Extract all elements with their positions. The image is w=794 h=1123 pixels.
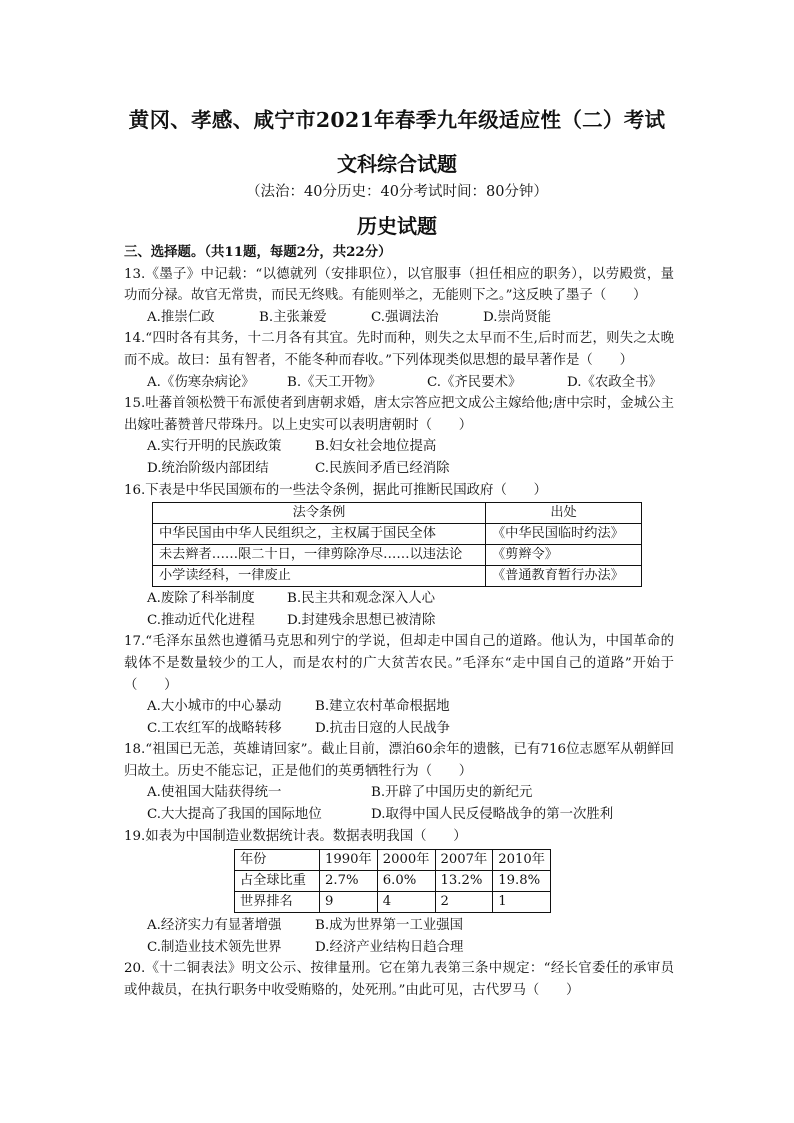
table-header: 2000年 <box>377 850 435 871</box>
question-18: 18.“祖国已无恙，英雄请回家”。截止目前，漂泊60余年的遗骸，已有716位志愿军从朝鲜回归故土。历史不能忘记，正是他们的英勇牺牲行为（ ） <box>124 742 674 779</box>
exam-info: （法治：40分历史：40分考试时间：80分钟） <box>246 184 548 200</box>
question-17: 17.“毛泽东虽然也遵循马克思和列宁的学说，但却走中国自己的道路。他认为，中国革命的载体不是数量较少的工人，而是农村的广大贫苦农民。”毛泽东“走中国自己的道路”开始于（ ） <box>124 634 674 693</box>
q14-option-b: B.《天工开物》 <box>287 374 382 390</box>
q17-option-d: D.抗击日寇的人民战争 <box>315 720 451 736</box>
question-16: 16.下表是中华民国颁布的一些法令条例，据此可推断民国政府（ ） <box>124 482 548 498</box>
table-cell: 《普通教育暂行办法》 <box>486 566 642 587</box>
question-15-options-row2 <box>124 458 674 480</box>
table-row <box>153 524 642 545</box>
question-15-options-row1 <box>124 436 674 458</box>
table-cell: 中华民国由中华人民组织之，主权属于国民全体 <box>153 524 486 545</box>
question-14: 14.“四时各有其务，十二月各有其宜。先时而种，则失之太早而不生,后时而艺，则失之太晚而不成。故曰：虽有智者，不能冬种而春收。”下列体现类似思想的最早著作是（ ） <box>124 331 674 368</box>
question-17-options-row2 <box>124 718 674 740</box>
question-18-options-row1 <box>124 782 674 804</box>
q18-option-b: B.开辟了中国历史的新纪元 <box>371 785 533 801</box>
question-14-options <box>124 372 674 394</box>
question-17-options-row1 <box>124 696 674 718</box>
q14-option-d: D.《农政全书》 <box>567 374 662 390</box>
table-cell: 2 <box>435 892 493 913</box>
table-header: 2010年 <box>493 850 551 871</box>
table-cell: 世界排名 <box>235 892 320 913</box>
exam-title: 黄冈、孝感、咸宁市2021年春季九年级适应性（二）考试 <box>128 108 666 132</box>
table-row <box>153 545 642 566</box>
table-cell: 《中华民国临时约法》 <box>486 524 642 545</box>
q18-option-d: D.取得中国人民反侵略战争的第一次胜利 <box>371 807 614 823</box>
q14-option-a: A.《伤寒杂病论》 <box>147 374 255 390</box>
q15-option-d: D.统治阶级内部团结 <box>147 460 269 476</box>
history-section-title: 历史试题 <box>357 214 437 238</box>
table-cell: 1 <box>493 892 551 913</box>
table-header: 2007年 <box>435 850 493 871</box>
table-cell: 9 <box>320 892 378 913</box>
table-header: 年份 <box>235 850 320 871</box>
question-19-options-row1 <box>124 915 674 937</box>
q13-option-c: C.强调法治 <box>371 309 439 325</box>
q17-option-b: B.建立农村革命根据地 <box>315 699 450 715</box>
q18-option-a: A.使祖国大陆获得统一 <box>147 785 282 801</box>
question-19-options-row2 <box>124 937 674 959</box>
q17-option-c: C.工农红军的战略转移 <box>147 720 282 736</box>
table-cell: 2.7% <box>320 871 378 892</box>
q16-option-c: C.推动近代化进程 <box>147 612 255 628</box>
question-list <box>124 242 674 1002</box>
question-15: 15.吐蕃首领松赞干布派使者到唐朝求婚，唐太宗答应把文成公主嫁给他;唐中宗时，金城公主出嫁吐蕃赞普尺带珠丹。以上史实可以表明唐朝时（ ） <box>124 396 674 433</box>
table-cell: 13.2% <box>435 871 493 892</box>
q19-option-b: B.成为世界第一工业强国 <box>315 918 464 934</box>
table-row <box>235 871 551 892</box>
table-cell: 19.8% <box>493 871 551 892</box>
question-16-options-row1 <box>124 588 674 610</box>
table-cell: 占全球比重 <box>235 871 320 892</box>
question-18-options-row2 <box>124 804 674 826</box>
table-header: 1990年 <box>320 850 378 871</box>
q18-option-c: C.大大提高了我国的国际地位 <box>147 807 322 823</box>
table-header-row <box>235 850 551 871</box>
q16-option-b: B.民主共和观念深入人心 <box>287 591 436 607</box>
q15-option-a: A.实行开明的民族政策 <box>147 439 282 455</box>
question-19: 19.如表为中国制造业数据统计表。数据表明我国（ ） <box>124 828 467 844</box>
table-header: 法令条例 <box>153 503 486 524</box>
question-13-options <box>124 307 674 329</box>
table-cell: 6.0% <box>377 871 435 892</box>
q19-option-d: D.经济产业结构日趋合理 <box>315 939 464 955</box>
table-cell: 未去辫者……限二十日，一律剪除净尽……以违法论 <box>153 545 486 566</box>
q13-option-b: B.主张兼爱 <box>259 309 327 325</box>
table-header: 出处 <box>486 503 642 524</box>
table-row <box>235 892 551 913</box>
section-heading: 三、选择题。（共11题，每题2分，共22分） <box>124 244 392 260</box>
q16-option-a: A.废除了科举制度 <box>147 591 255 607</box>
q19-table <box>234 849 551 913</box>
q15-option-c: C.民族间矛盾已经消除 <box>315 460 450 476</box>
question-20: 20.《十二铜表法》明文公示、按律量刑。它在第九表第三条中规定：“经长官委任的承审员或仲裁员，在执行职务中收受贿赂的，处死刑。”由此可见，古代罗马（ ） <box>124 961 674 999</box>
q15-option-b: B.妇女社会地位提高 <box>315 439 437 455</box>
q13-option-a: A.推崇仁政 <box>147 309 215 325</box>
table-header-row <box>153 503 642 524</box>
q13-option-d: D.崇尚贤能 <box>483 309 552 325</box>
table-cell: 4 <box>377 892 435 913</box>
table-row <box>153 566 642 587</box>
q14-option-c: C.《齐民要术》 <box>427 374 522 390</box>
q19-option-c: C.制造业技术领先世界 <box>147 939 282 955</box>
q16-table <box>152 502 642 587</box>
exam-subtitle: 文科综合试题 <box>337 152 457 176</box>
q17-option-a: A.大小城市的中心暴动 <box>147 699 282 715</box>
question-13: 13.《墨子》中记载：“以德就列（安排职位），以官服事（担任相应的职务），以劳殿赏，量功而分禄。故官无常贵，而民无终贱。有能则举之，无能则下之。”这反映了墨子（ ） <box>124 266 674 304</box>
q19-option-a: A.经济实力有显著增强 <box>147 918 282 934</box>
q16-option-d: D.封建残余思想已被清除 <box>287 612 436 628</box>
table-cell: 《剪辫令》 <box>486 545 642 566</box>
table-cell: 小学读经科，一律废止 <box>153 566 486 587</box>
question-16-options-row2 <box>124 610 674 632</box>
